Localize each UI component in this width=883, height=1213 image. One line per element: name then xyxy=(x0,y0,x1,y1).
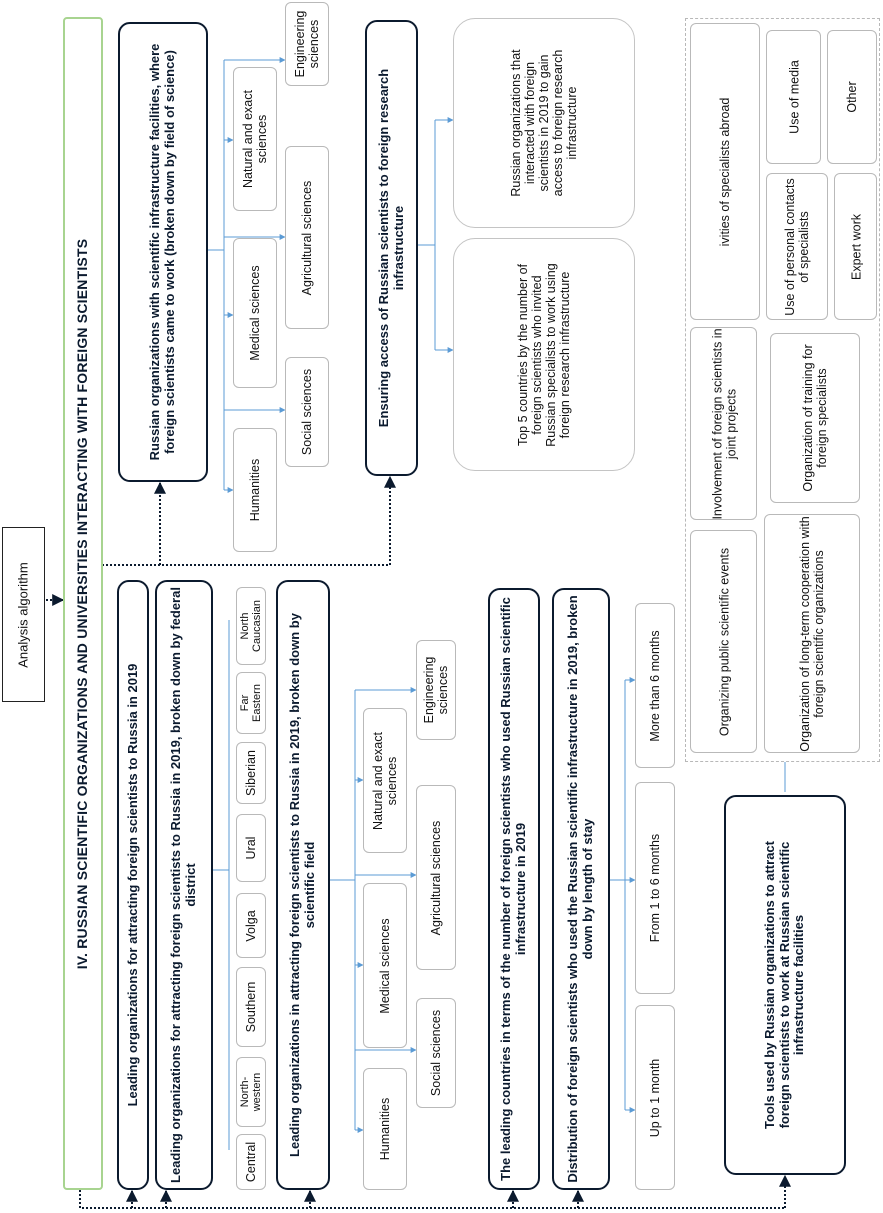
infrastructure-orgs-box xyxy=(118,22,208,482)
stay-more-than-6-months: More than 6 months xyxy=(635,603,675,768)
by-stay-box: Distribution of foreign scientists who used the Russian scientific infrastructure in 2019, broken down by length of stay xyxy=(552,588,610,1190)
top-field-social: Social sciences xyxy=(285,357,329,467)
tool-media: Use of media xyxy=(766,30,821,164)
district-central: Central xyxy=(236,1134,266,1190)
bottom-field-engineering: Engineering sciences xyxy=(416,640,456,740)
bottom-field-social: Social sciences xyxy=(416,998,456,1108)
stay-up-to-1-month: Up to 1 month xyxy=(635,1005,675,1190)
by-field-box: Leading organizations in attracting foreign scientists to Russia in 2019, broken down by scientific field xyxy=(276,580,330,1190)
analysis-algorithm-label: Analysis algorithm xyxy=(15,561,31,668)
top-field-agricultural: Agricultural sciences xyxy=(285,146,329,329)
top-field-medical: Medical sciences xyxy=(233,238,277,388)
district-north-caucasian: North Caucasian xyxy=(236,587,266,665)
tool-joint-projects: Involvement of foreign scientists in joint projects xyxy=(690,327,757,520)
top-field-natural: Natural and exact sciences xyxy=(233,67,277,211)
stay-1-to-6-months: From 1 to 6 months xyxy=(635,782,675,994)
tools-title-box: Tools used by Russian organizations to attract foreign scientists to work at Russian scientific infrastructure facilities xyxy=(724,795,846,1175)
tool-cooperation: Organization of long-term cooperation with foreign scientific organizations xyxy=(764,514,860,753)
district-ural: Ural xyxy=(236,814,266,882)
section-title: IV. RUSSIAN SCIENTIFIC ORGANIZATIONS AND UNIVERSITIES INTERACTING WITH FOREIGN SCIENTISTS xyxy=(74,238,91,969)
leading-orgs-box: Leading organizations for attracting foreign scientists to Russia in 2019 xyxy=(117,580,149,1190)
analysis-algorithm-box xyxy=(2,527,45,702)
district-far-eastern: Far Eastern xyxy=(236,672,266,734)
section-title-box xyxy=(63,17,103,1190)
bottom-field-humanities: Humanities xyxy=(363,1068,407,1190)
tool-training: Organization of training for foreign specialists xyxy=(770,333,860,503)
top-field-engineering: Engineering sciences xyxy=(285,2,329,86)
tool-events: Organizing public scientific events xyxy=(690,530,757,753)
access-box xyxy=(365,20,418,476)
bottom-field-agricultural: Agricultural sciences xyxy=(416,785,456,970)
district-siberian: Siberian xyxy=(236,742,266,804)
tool-other: Other xyxy=(827,30,877,164)
district-volga: Volga xyxy=(236,893,266,958)
tool-expert: Expert work xyxy=(834,173,877,320)
bottom-field-medical: Medical sciences xyxy=(363,883,407,1048)
district-northwestern: North-western xyxy=(236,1057,266,1127)
district-southern: Southern xyxy=(236,967,266,1047)
infrastructure-orgs-title: Russian organizations with scientific infrastructure facilities, where foreign scientists came to work (broken down by field of science) xyxy=(147,43,177,461)
tool-contacts: Use of personal contacts of specialists xyxy=(766,173,828,320)
leading-countries-box: The leading countries in terms of the number of foreign scientists who used Russian scientific infrastructure in 2019 xyxy=(488,588,540,1190)
top-field-humanities: Humanities xyxy=(233,428,277,552)
bottom-field-natural: Natural and exact sciences xyxy=(363,708,407,853)
access-countries-circle: Top 5 countries by the number of foreign scientists who invited Russian specialists to work using foreign research infrastructure xyxy=(453,238,635,471)
by-district-box: Leading organizations for attracting foreign scientists to Russia in 2019, broken down by federal district xyxy=(155,580,213,1190)
tool-abroad: ivities of specialists abroad xyxy=(690,23,760,320)
access-orgs-circle: Russian organizations that interacted with foreign scientists in 2019 to gain access to foreign research infrastructure xyxy=(453,18,635,228)
access-title: Ensuring access of Russian scientists to foreign research infrastructure xyxy=(375,68,406,428)
